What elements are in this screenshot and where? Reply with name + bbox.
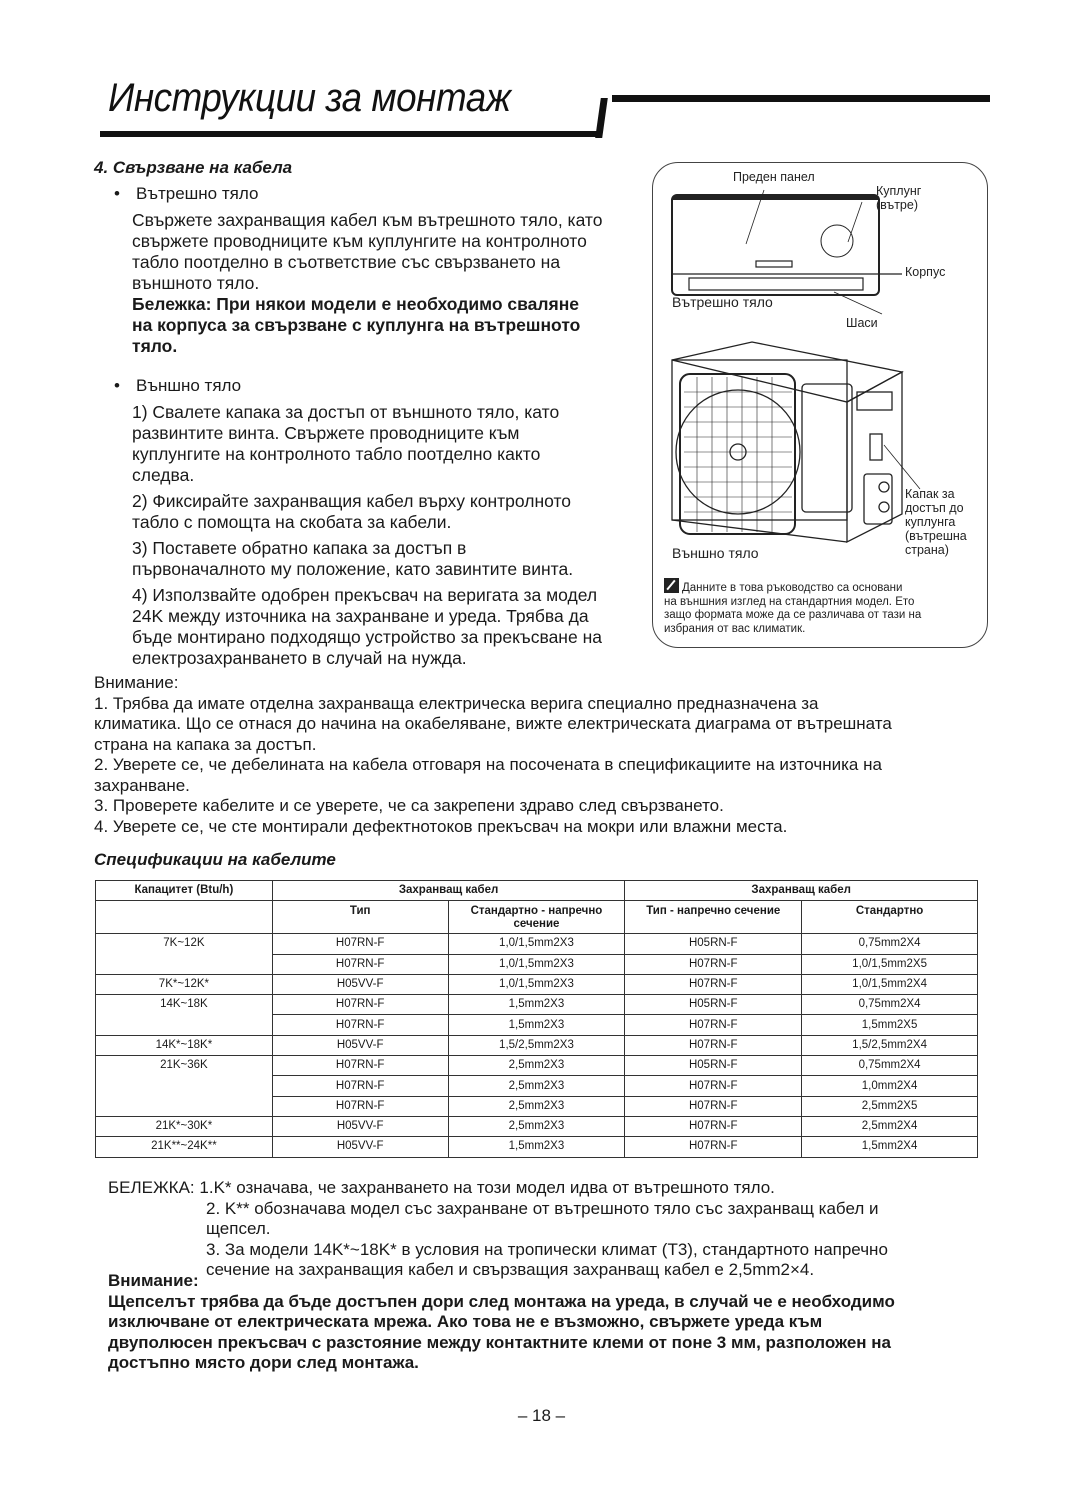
text-line: външното тяло. <box>132 273 260 293</box>
cell: H07RN-F <box>625 1076 802 1096</box>
capacity-cell: 14K*~18K* <box>96 1035 273 1055</box>
text-line: достъп до <box>905 501 964 515</box>
text-line: 24K между източника на захранване и уреда. Трябва да <box>132 606 589 626</box>
caution-line: достъпно място дори след монтажа. <box>108 1353 419 1372</box>
cell: 1,0/1,5mm2X4 <box>802 974 978 994</box>
bullet-indoor-unit <box>114 184 258 204</box>
label-connector-cover <box>905 487 967 557</box>
label-connector-inside: (вътре) <box>876 198 918 212</box>
text-line: 4) Използвайте одобрен прекъсвач на веригата за модел <box>132 585 598 605</box>
footnotes-block <box>108 1178 988 1281</box>
table-row <box>96 974 978 994</box>
cable-spec-table <box>95 880 978 1158</box>
header-standard-cross-section: Стандартно - напречно сечение <box>448 901 625 934</box>
header-empty <box>96 901 273 934</box>
cell: 1,0/1,5mm2X3 <box>448 934 625 954</box>
spec-table-heading: Спецификации на кабелите <box>94 850 336 869</box>
pencil-note-icon <box>664 578 679 593</box>
cell: H05RN-F <box>625 1056 802 1076</box>
warning-line: 2. Уверете се, че дебелината на кабела отговаря на посочената в спецификациите на източника на <box>94 755 882 774</box>
bullet-label: Външно тяло <box>136 376 242 395</box>
text-line: следва. <box>132 465 195 485</box>
capacity-cell: 14K~18K <box>96 995 273 1036</box>
text-line: електрозахранването в случай на нужда. <box>132 648 467 668</box>
header-power-cable: Захранващ кабел <box>272 881 625 901</box>
footnote-line: сечение на захранващия кабел и свързващия захранващ кабел е 2,5mm2×4. <box>206 1260 815 1279</box>
cell: H07RN-F <box>272 995 448 1015</box>
caution-block <box>108 1271 988 1374</box>
cell: 1,0/1,5mm2X3 <box>448 954 625 974</box>
table-subheader-row <box>96 901 978 934</box>
bullet-label: Вътрешно тяло <box>136 184 259 203</box>
cell: 2,5mm2X3 <box>448 1096 625 1116</box>
indoor-note-line: на корпуса за свързване с куплунга на вътрешното <box>132 315 581 335</box>
cell: 1,0/1,5mm2X3 <box>448 974 625 994</box>
page-title: Инструкции за монтаж <box>108 76 511 120</box>
cell: H07RN-F <box>272 1096 448 1116</box>
header-power-cable-2: Захранващ кабел <box>625 881 978 901</box>
cell: 2,5mm2X4 <box>802 1116 978 1136</box>
table-row <box>96 1035 978 1055</box>
cell: 1,0/1,5mm2X5 <box>802 954 978 974</box>
text-line: защо формата може да се различава от тази на <box>664 609 922 621</box>
label-connector: Куплунг <box>876 184 922 198</box>
text-line: Данните в това ръководство са основани <box>682 582 903 594</box>
cell: 2,5mm2X5 <box>802 1096 978 1116</box>
cell: 0,75mm2X4 <box>802 934 978 954</box>
cell: 1,5mm2X4 <box>802 1137 978 1157</box>
bullet-dot: • <box>114 184 120 203</box>
title-rule-step <box>595 98 608 138</box>
warnings-heading: Внимание: <box>94 673 179 692</box>
text-line: на външния изглед на стандартния модел. Ето <box>664 595 915 608</box>
cell: 2,5mm2X3 <box>448 1116 625 1136</box>
text-line: бъде монтирано подходящо устройство за прекъсване на <box>132 627 602 647</box>
warning-line: климатика. Що се отнася до начина на окабеляване, вижте електрическата диаграма от вътрешната <box>94 714 892 733</box>
cell: H05VV-F <box>272 1116 448 1136</box>
outdoor-steps <box>132 402 652 669</box>
cell: 1,5/2,5mm2X4 <box>802 1035 978 1055</box>
caution-line: Щепселът трябва да бъде достъпен дори след монтажа на уреда, в случай че е необходимо <box>108 1291 895 1311</box>
text-line: (вътрешна <box>905 529 967 543</box>
cell: 1,5mm2X3 <box>448 1015 625 1035</box>
cell: H05RN-F <box>625 995 802 1015</box>
step-2 <box>132 491 652 533</box>
text-line: 1) Свалете капака за достъп от външното тяло, като <box>132 402 560 422</box>
text-line: 2) Фиксирайте захранващия кабел върху контролното <box>132 491 572 511</box>
cell: 1,0mm2X4 <box>802 1076 978 1096</box>
step-3 <box>132 538 652 580</box>
cell: H07RN-F <box>625 954 802 974</box>
caution-line: двуполюсен прекъсвач с разстояние между контактните клеми от поне 3 мм, разположен на <box>108 1332 892 1352</box>
text-line: табло поотделно в съответствие със свързването на <box>132 252 561 272</box>
label-casing: Корпус <box>905 265 946 279</box>
indoor-paragraph <box>132 210 652 357</box>
cell: 0,75mm2X4 <box>802 995 978 1015</box>
cell: H05VV-F <box>272 1035 448 1055</box>
footnote-line: щепсел. <box>206 1219 271 1238</box>
cell: H05VV-F <box>272 1137 448 1157</box>
bullet-outdoor-unit <box>114 376 241 396</box>
illustration-note <box>664 578 982 636</box>
capacity-cell: 21K*~30K* <box>96 1116 273 1136</box>
cell: H07RN-F <box>272 934 448 954</box>
cell: 2,5mm2X3 <box>448 1076 625 1096</box>
cell: H07RN-F <box>272 954 448 974</box>
header-type-cross-section: Тип - напречно сечение <box>625 901 802 934</box>
cell: H07RN-F <box>625 1137 802 1157</box>
label-front-panel: Преден панел <box>733 170 815 184</box>
cell: 0,75mm2X4 <box>802 1056 978 1076</box>
text-line: избрания от вас климатик. <box>664 622 806 635</box>
cell: H07RN-F <box>625 1096 802 1116</box>
footnote-line: 3. За модели 14K*~18K* в условия на тропически климат (T3), стандартното напречно <box>206 1239 888 1259</box>
capacity-cell: 7K~12K <box>96 934 273 975</box>
cell: H07RN-F <box>272 1015 448 1035</box>
header-standard: Стандартно <box>802 901 978 934</box>
cell: H07RN-F <box>272 1056 448 1076</box>
warning-line: страна на капака за достъп. <box>94 734 317 754</box>
header-capacity: Капацитет (Btu/h) <box>96 881 273 901</box>
capacity-cell: 21K**~24K** <box>96 1137 273 1157</box>
cell: H07RN-F <box>625 974 802 994</box>
table-header-row <box>96 881 978 901</box>
warning-line: 4. Уверете се, че сте монтирали дефектнотоков прекъсвач на мокри или влажни места. <box>94 816 788 836</box>
warning-line: 1. Трябва да имате отделна захранваща електрическа верига специално предназначена за <box>94 693 819 713</box>
header-type: Тип <box>272 901 448 934</box>
cell: 1,5mm2X3 <box>448 995 625 1015</box>
warning-line: 3. Проверете кабелите и се уверете, че са закрепени здраво след свързването. <box>94 796 724 815</box>
text-line: свържете проводниците към куплунгите на контролното <box>132 231 587 251</box>
footnote-line: 2. K** обозначава модел със захранване от вътрешното тяло със захранващ кабел и <box>206 1198 879 1218</box>
text-line: първоначалното му положение, като завинтите винта. <box>132 559 574 579</box>
table-row <box>96 1137 978 1157</box>
indoor-note-line: тяло. <box>132 336 178 356</box>
text-line: куплунгите на контролното табло поотделно както <box>132 444 541 464</box>
label-chassis: Шаси <box>846 316 878 330</box>
text-line: куплунга <box>905 515 956 529</box>
warnings-block <box>94 673 994 837</box>
title-rule-top <box>612 95 990 102</box>
cell: 1,5mm2X5 <box>802 1015 978 1035</box>
cell: H07RN-F <box>272 1076 448 1096</box>
text-line: 3) Поставете обратно капака за достъп в <box>132 538 467 558</box>
section-heading: 4. Свързване на кабела <box>94 158 293 177</box>
table-row <box>96 1056 978 1076</box>
page-number: – 18 – <box>517 1406 566 1425</box>
table-row <box>96 1116 978 1136</box>
cell: 1,5mm2X3 <box>448 1137 625 1157</box>
cell: H05VV-F <box>272 974 448 994</box>
units-illustration <box>652 162 988 648</box>
cell: 1,5/2,5mm2X3 <box>448 1035 625 1055</box>
step-1 <box>132 402 652 486</box>
capacity-cell: 7K*~12K* <box>96 974 273 994</box>
title-underline <box>100 131 598 137</box>
text-line: Свържете захранващия кабел към вътрешното тяло, като <box>132 210 603 230</box>
step-4 <box>132 585 652 669</box>
cell: H07RN-F <box>625 1035 802 1055</box>
capacity-cell: 21K~36K <box>96 1056 273 1117</box>
footnote-line: 1.K* означава, че захранването на този модел идва от вътрешното тяло. <box>199 1178 775 1197</box>
indoor-note-line: Бележка: При някои модели е необходимо сваляне <box>132 294 580 314</box>
text-line: развинтите винта. Свържете проводниците към <box>132 423 520 443</box>
label-indoor-unit: Вътрешно тяло <box>672 294 773 310</box>
cell: H05RN-F <box>625 934 802 954</box>
table-row <box>96 995 978 1015</box>
table-row <box>96 934 978 954</box>
cell: H07RN-F <box>625 1015 802 1035</box>
bullet-dot: • <box>114 376 120 395</box>
text-line: страна) <box>905 543 949 557</box>
footnotes-label: БЕЛЕЖКА: <box>108 1178 195 1197</box>
warning-line: захранване. <box>94 775 190 795</box>
outdoor-unit-drawing <box>672 342 920 542</box>
text-line: табло с помощта на скобата за кабели. <box>132 512 452 532</box>
caution-heading: Внимание: <box>108 1271 199 1290</box>
cell: H07RN-F <box>625 1116 802 1136</box>
cell: 2,5mm2X3 <box>448 1056 625 1076</box>
text-line: Капак за <box>905 487 955 501</box>
label-outdoor-unit: Външно тяло <box>672 545 759 561</box>
caution-line: изключване от електрическата мрежа. Ако това не е възможно, свържете уреда към <box>108 1312 823 1331</box>
